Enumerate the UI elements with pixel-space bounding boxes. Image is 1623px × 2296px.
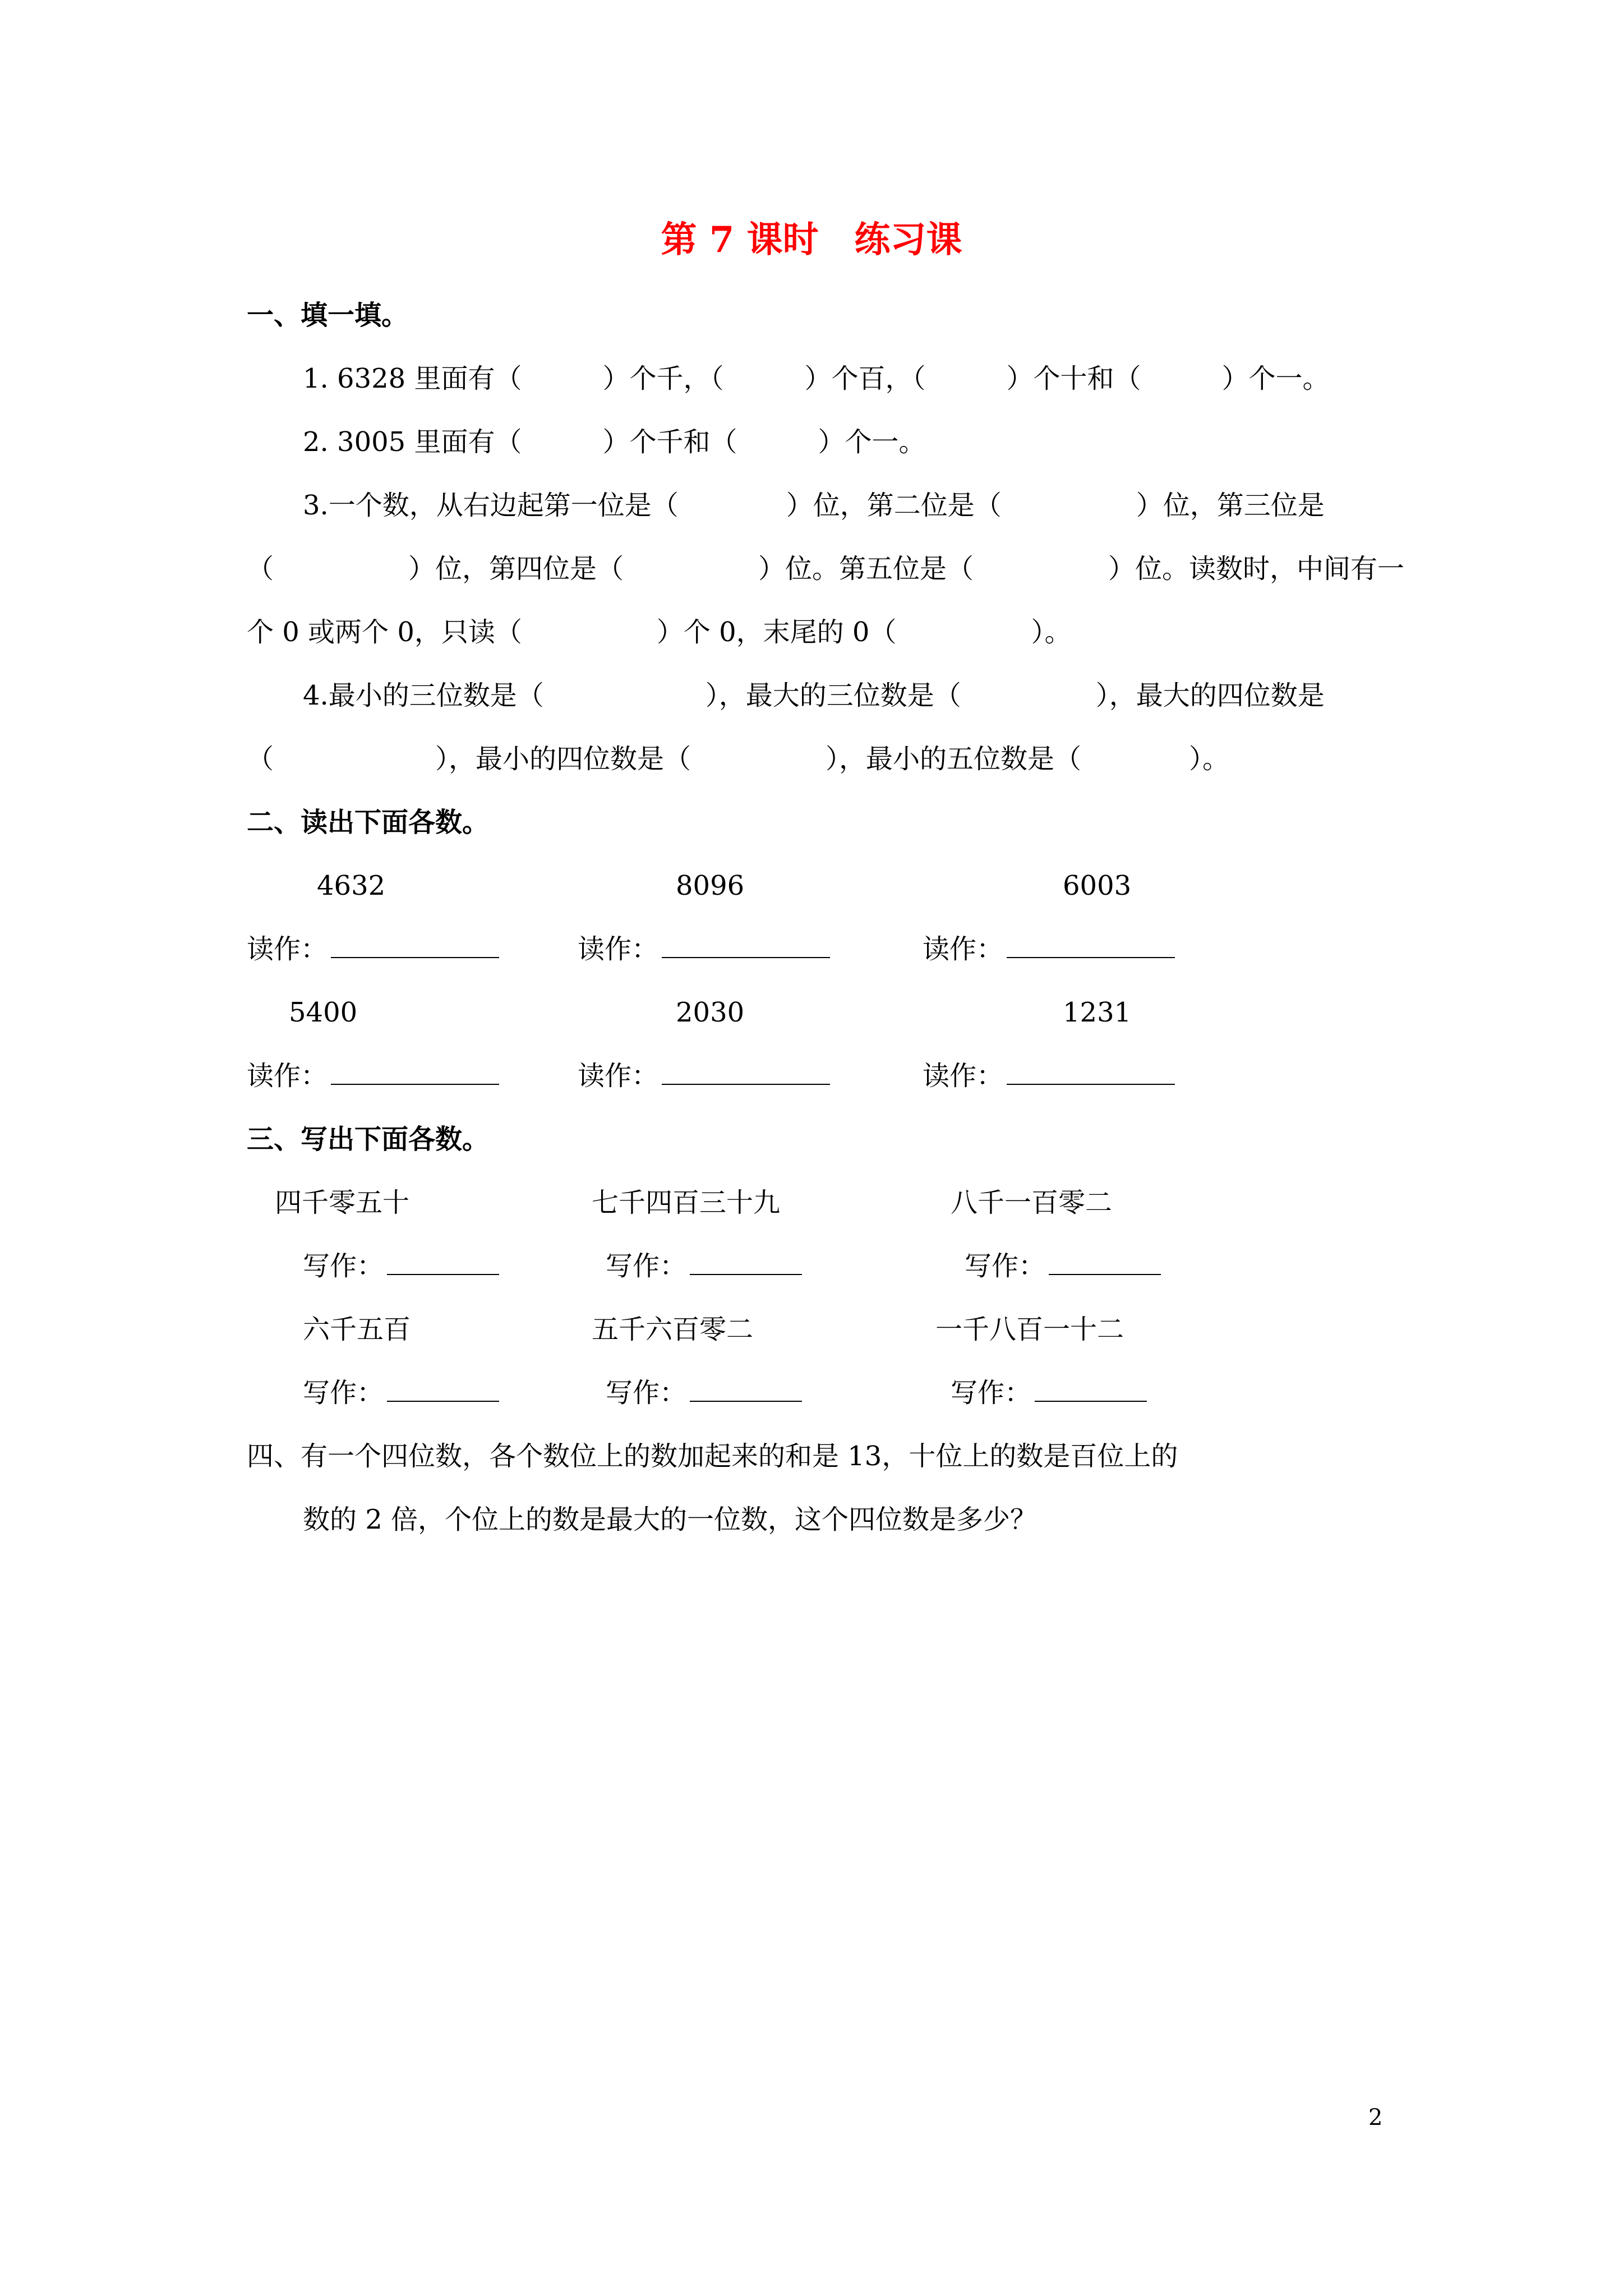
- answer-blank[interactable]: [1007, 1059, 1175, 1085]
- question-1-2: 2. 3005 里面有（ ）个千和（ ）个一。: [303, 426, 926, 458]
- read-answer: [923, 1056, 1175, 1096]
- question-1-3-line-3: 个 0 或两个 0，只读（ ）个 0，末尾的 0（ ）。: [247, 616, 1072, 648]
- number-to-read: 6003: [1063, 870, 1132, 901]
- section-3-heading: 三、写出下面各数。: [247, 1124, 490, 1155]
- answer-blank[interactable]: [1035, 1376, 1147, 1402]
- number-to-read: 8096: [676, 870, 745, 901]
- write-answer: [606, 1373, 802, 1412]
- number-to-read: 5400: [289, 997, 358, 1028]
- page-title: 第 7 课时 练习课: [661, 219, 962, 261]
- section-1-heading: 一、填一填。: [247, 300, 409, 331]
- write-label: 写作：: [303, 1377, 384, 1409]
- question-1-3-line-1: 3.一个数，从右边起第一位是（ ）位，第二位是（ ）位，第三位是: [303, 490, 1325, 521]
- read-label: 读作：: [247, 933, 328, 965]
- write-answer: [303, 1373, 499, 1412]
- write-label: 写作：: [606, 1250, 687, 1282]
- write-label: 写作：: [606, 1377, 687, 1409]
- read-answer: [247, 930, 499, 969]
- words-to-write: 七千四百三十九: [592, 1187, 781, 1218]
- write-label: 写作：: [303, 1250, 384, 1282]
- answer-blank[interactable]: [331, 932, 499, 958]
- number-to-read: 4632: [317, 870, 386, 901]
- write-label: 写作：: [951, 1377, 1032, 1409]
- question-1-1: 1. 6328 里面有（ ）个千，（ ）个百，（ ）个十和（ ）个一。: [303, 363, 1330, 394]
- question-1-4-line-1: 4.最小的三位数是（ ），最大的三位数是（ ），最大的四位数是: [303, 680, 1325, 711]
- section-4-line-2: 数的 2 倍，个位上的数是最大的一位数，这个四位数是多少？: [303, 1504, 1038, 1535]
- answer-blank[interactable]: [387, 1376, 499, 1402]
- read-answer: [578, 1056, 830, 1096]
- answer-blank[interactable]: [1007, 932, 1175, 958]
- write-answer: [303, 1246, 499, 1286]
- write-label: 写作：: [965, 1250, 1046, 1282]
- answer-blank[interactable]: [662, 1059, 830, 1085]
- read-answer: [578, 930, 830, 969]
- answer-blank[interactable]: [331, 1059, 499, 1085]
- read-label: 读作：: [578, 933, 659, 965]
- words-to-write: 四千零五十: [275, 1187, 410, 1218]
- words-to-write: 五千六百零二: [592, 1314, 754, 1345]
- question-1-3-line-2: （ ）位，第四位是（ ）位。第五位是（ ）位。读数时，中间有一: [247, 553, 1405, 585]
- answer-blank[interactable]: [1049, 1249, 1161, 1275]
- read-label: 读作：: [247, 1060, 328, 1092]
- words-to-write: 六千五百: [303, 1314, 411, 1345]
- answer-blank[interactable]: [690, 1249, 802, 1275]
- number-to-read: 1231: [1063, 997, 1132, 1028]
- number-to-read: 2030: [676, 997, 745, 1028]
- read-label: 读作：: [923, 933, 1004, 965]
- read-answer: [923, 930, 1175, 969]
- section-4-line-1: 四、有一个四位数，各个数位上的数加起来的和是 13，十位上的数是百位上的: [247, 1441, 1178, 1472]
- answer-blank[interactable]: [690, 1376, 802, 1402]
- section-2-heading: 二、读出下面各数。: [247, 807, 490, 838]
- words-to-write: 八千一百零二: [951, 1187, 1113, 1218]
- write-answer: [965, 1246, 1161, 1286]
- write-answer: [951, 1373, 1147, 1412]
- words-to-write: 一千八百一十二: [935, 1314, 1124, 1345]
- read-label: 读作：: [923, 1060, 1004, 1092]
- read-answer: [247, 1056, 499, 1096]
- question-1-4-line-2: （ ），最小的四位数是（ ），最小的五位数是（ ）。: [247, 743, 1230, 775]
- answer-blank[interactable]: [387, 1249, 499, 1275]
- page-number: 2: [1368, 2105, 1383, 2131]
- write-answer: [606, 1246, 802, 1286]
- answer-blank[interactable]: [662, 932, 830, 958]
- read-label: 读作：: [578, 1060, 659, 1092]
